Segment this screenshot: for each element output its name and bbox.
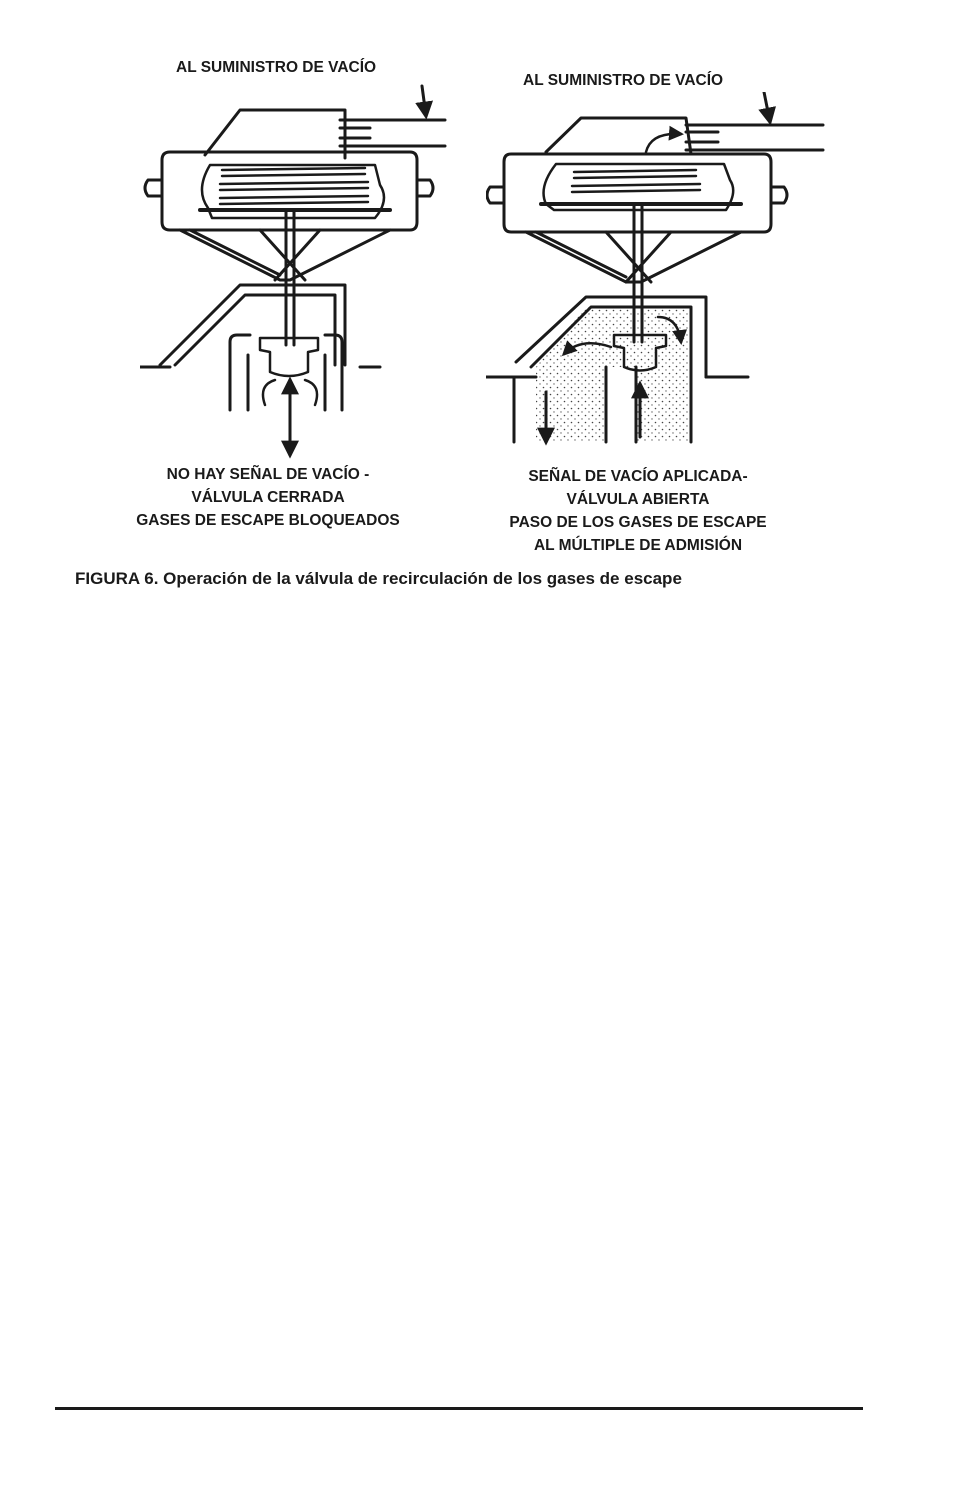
right-status-line-1: SEÑAL DE VACÍO APLICADA- [528, 468, 748, 485]
left-side-tab-right [417, 180, 433, 196]
right-supply-label: AL SUMINISTRO DE VACÍO [523, 72, 724, 89]
figure-caption: FIGURA 6. Operación de la válvula de recirculación de los gases de escape [75, 569, 682, 588]
right-side-tab-right [771, 187, 787, 203]
right-supply-arrow [764, 92, 770, 122]
left-status-line-2: VÁLVULA CERRADA [191, 489, 345, 506]
right-vacuum-flow-arrow [646, 134, 681, 152]
left-status-line-1: NO HAY SEÑAL DE VACÍO - [166, 466, 370, 483]
right-upper-housing [546, 118, 691, 154]
left-valve-poppet [260, 338, 318, 376]
right-gas-shading [536, 307, 691, 442]
right-status-line-2: VÁLVULA ABIERTA [566, 491, 710, 508]
egr-valve-closed-diagram [140, 80, 450, 460]
right-status-line-4: AL MÚLTIPLE DE ADMISIÓN [533, 537, 743, 554]
left-vacuum-tube [340, 120, 445, 146]
footer-rule [55, 1407, 863, 1410]
right-spring-icon [572, 170, 700, 192]
left-spring-icon [220, 168, 368, 204]
left-status-line-3: GASES DE ESCAPE BLOQUEADOS [136, 512, 400, 529]
right-vacuum-tube [686, 125, 823, 150]
left-supply-label: AL SUMINISTRO DE VACÍO [176, 59, 377, 76]
left-supply-arrow [422, 86, 426, 116]
right-status-line-3: PASO DE LOS GASES DE ESCAPE [509, 514, 767, 531]
egr-valve-open-diagram [486, 92, 826, 462]
right-side-tab-left [487, 187, 504, 203]
left-side-tab-left [145, 180, 162, 196]
left-lower-bracket [160, 285, 345, 365]
